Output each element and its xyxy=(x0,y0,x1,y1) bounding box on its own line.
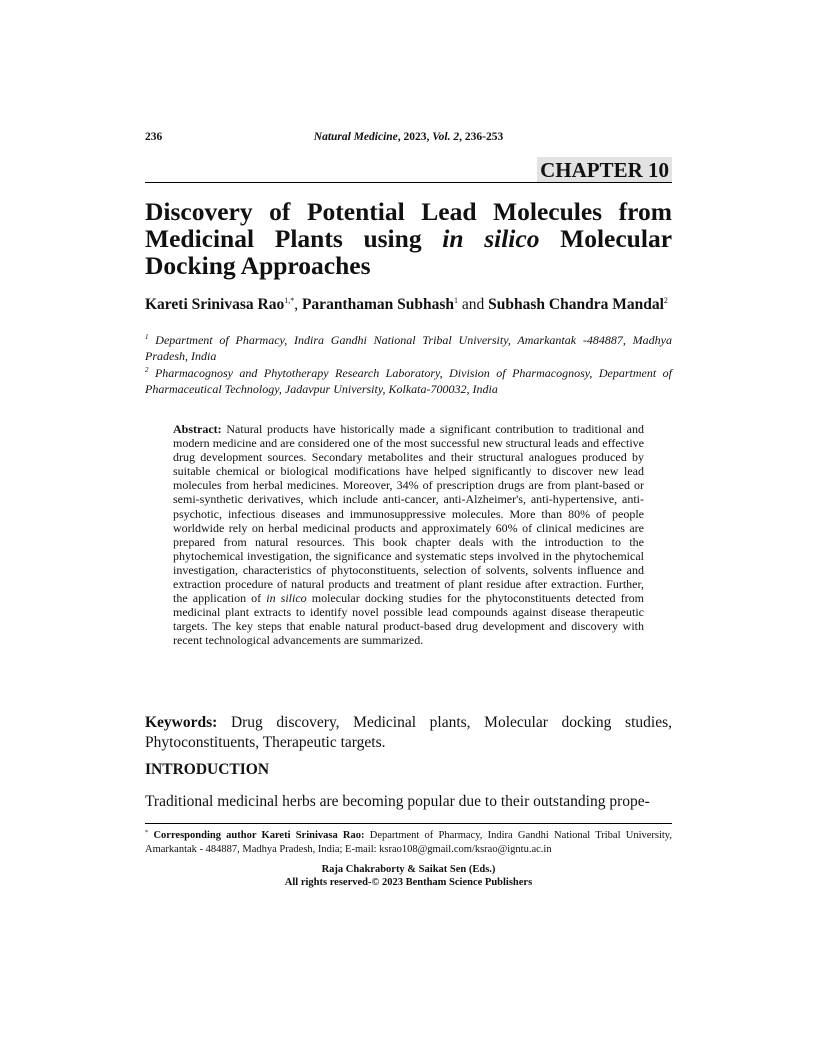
journal-pages: , 236-253 xyxy=(459,131,504,143)
journal-citation xyxy=(145,131,672,143)
page-number: 236 xyxy=(145,131,163,143)
author-name: Paranthaman Subhash xyxy=(301,296,455,313)
affiliation-mark: 2 xyxy=(145,366,149,374)
keywords-text: Drug discovery, Medicinal plants, Molecular docking studies, Phytoconstituents, Therapeutic targets. xyxy=(145,714,672,751)
chapter-label: CHAPTER 10 xyxy=(537,157,672,183)
journal-year: , 2023, xyxy=(397,131,433,143)
author-list xyxy=(145,290,672,315)
title-italic: in silico xyxy=(442,224,540,253)
abstract-label: Abstract: xyxy=(173,422,222,436)
author-affiliation-mark: 1 xyxy=(454,296,459,305)
footnote-label: Corresponding author Kareti Srinivasa Rao: xyxy=(148,830,365,841)
title-part-2: Molecular Docking Approaches xyxy=(145,224,673,280)
author-name: Kareti Srinivasa Rao xyxy=(145,296,285,313)
author-affiliation-mark: 1,* xyxy=(284,296,295,305)
abstract-text-continued: molecular docking studies for the phytoconstituents detected from medicinal plant extracts to identify novel possible lead compounds against disease therapeutic targets. The key steps that enable natural product-based drug development and discovery with recent technological advancements are summarized. xyxy=(173,591,644,648)
affiliation xyxy=(145,330,672,364)
author-separator: , xyxy=(294,296,302,313)
abstract xyxy=(173,422,644,648)
affiliation-text: Department of Pharmacy, Indira Gandhi National Tribal University, Amarkantak -484887, Madhya Pradesh, India xyxy=(145,333,672,363)
journal-name: Natural Medicine xyxy=(313,131,398,143)
keywords xyxy=(145,713,672,752)
keywords-label: Keywords: xyxy=(145,714,218,731)
affiliation-mark: 1 xyxy=(145,333,149,341)
running-head xyxy=(145,131,672,147)
affiliation xyxy=(145,363,672,397)
abstract-text: Natural products have historically made a significant contribution to traditional and modern medicine and are considered one of the most successful new structural leads and effective drug development sources. Secondary metabolites and their structural analogues produced by suitable chemical or biological modifications have helped significantly to discover new lead molecules from herbal medicines. Moreover, 34% of prescription drugs are from plant-based or semi-synthetic derivatives, which include anti-cancer, anti-Alzheimer's, anti-hypertensive, anti-psychotic, infectious diseases and immunosuppressive molecules. More than 80% of people worldwide rely on herbal medicinal products and approximately 60% of clinical medicines are prepared from natural resources. This book chapter deals with the introduction to the phytochemical investigation, the significance and systematic steps involved in the phytochemical investigation, characteristics of phytoconstituents, selection of solvents, solvents influence and extraction procedure of natural products and treatment of plant residue after extraction. Further, the application of xyxy=(173,422,644,606)
footnote xyxy=(145,826,672,856)
author-name: Subhash Chandra Mandal xyxy=(488,296,664,313)
editors-line: Raja Chakraborty & Saikat Sen (Eds.) xyxy=(321,864,496,875)
copyright-line: All rights reserved-© 2023 Bentham Science Publishers xyxy=(284,876,533,888)
journal-volume: Vol. 2 xyxy=(432,131,460,143)
footnote-mark: * xyxy=(145,829,149,836)
chapter-title xyxy=(145,198,672,279)
title-part-1: Discovery of Potential Lead Molecules from Medicinal Plants using xyxy=(145,197,672,253)
abstract-italic: in silico xyxy=(266,591,307,606)
author-affiliation-mark: 2 xyxy=(663,296,668,305)
footnote-rule xyxy=(145,823,672,824)
author-separator: and xyxy=(458,296,489,313)
introduction-text: Traditional medicinal herbs are becoming popular due to their outstanding prope- xyxy=(145,793,650,810)
affiliation-text: Pharmacognosy and Phytotherapy Research Laboratory, Division of Pharmacognosy, Department of Pharmaceutical Technology, Jadavpur University, Kolkata-700032, India xyxy=(145,366,672,396)
footnote-text: Department of Pharmacy, Indira Gandhi National Tribal University, Amarkantak - 484887, Madhya Pradesh, India; E-mail: ksrao108@gmail.com/ksrao@igntu.ac.in xyxy=(145,830,673,855)
chapter-rule xyxy=(145,182,672,183)
editors-block xyxy=(145,864,672,889)
section-heading-introduction: INTRODUCTION xyxy=(145,761,270,778)
